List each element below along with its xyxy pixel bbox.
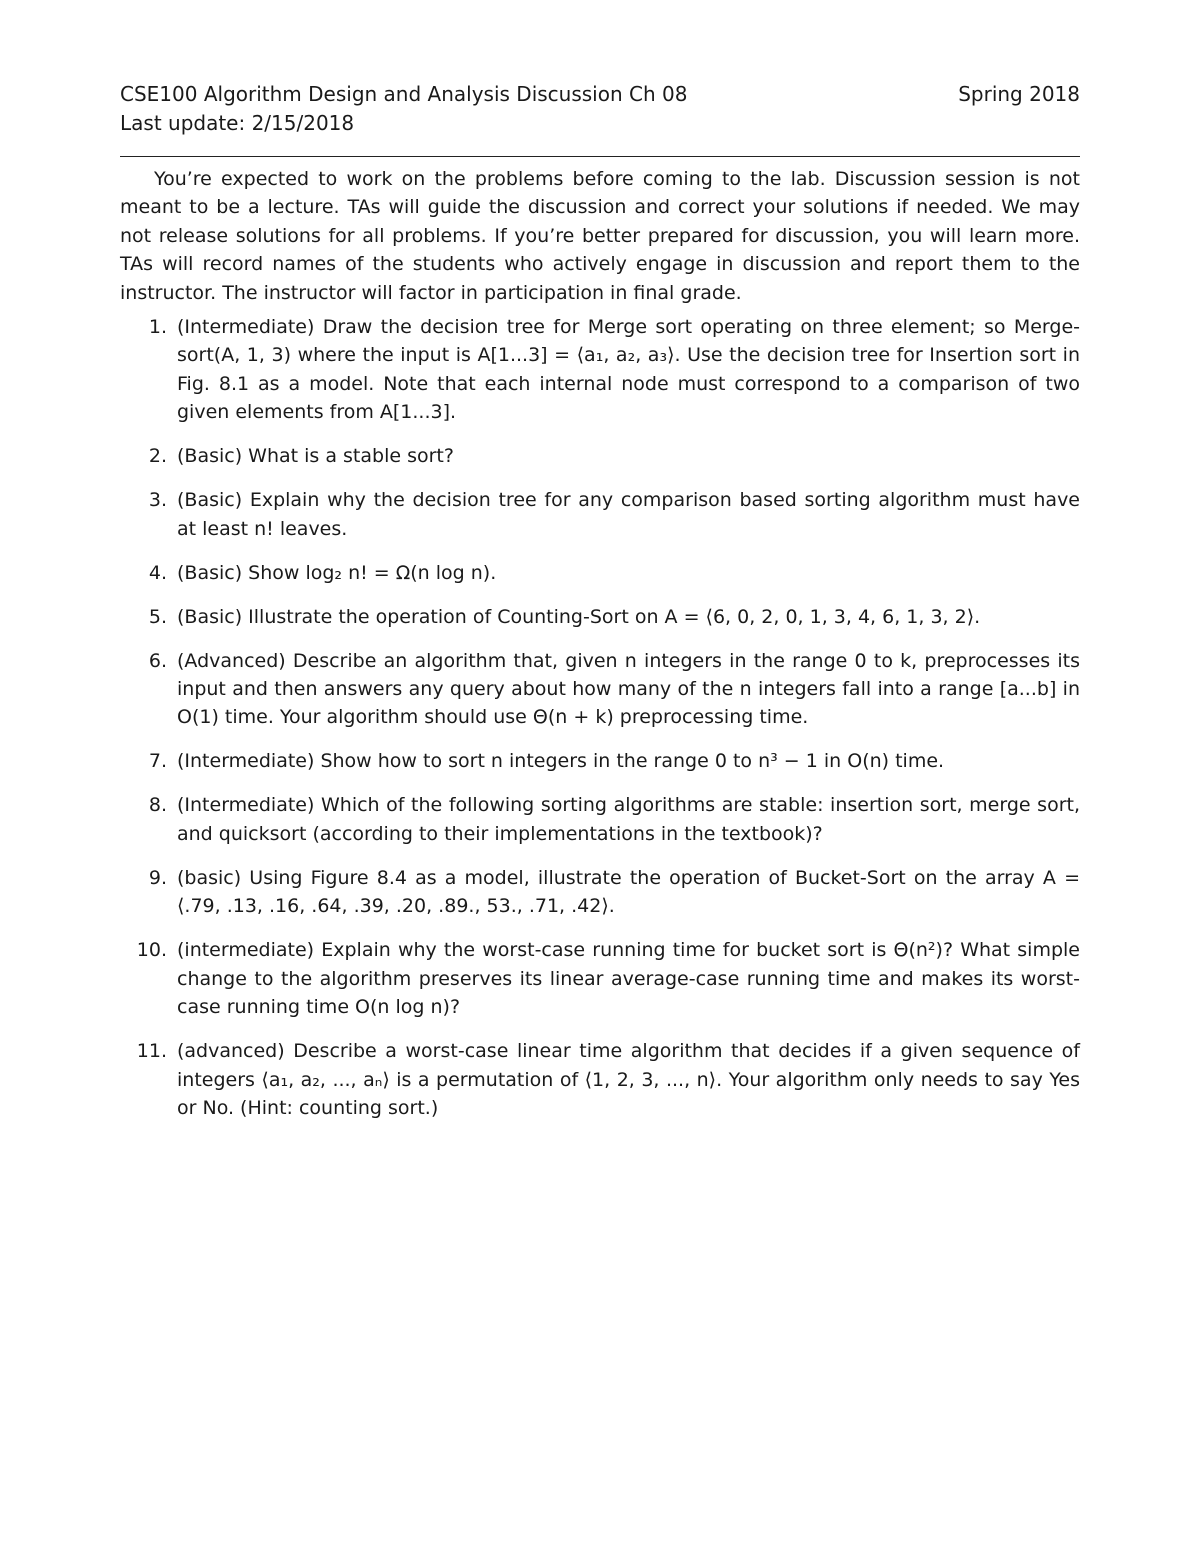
problem-number: 3. — [148, 489, 167, 512]
problem-number: 6. — [148, 649, 167, 672]
problem-item — [120, 936, 1080, 1021]
header-divider — [120, 156, 1080, 157]
problem-text: (Intermediate) Show how to sort n integers in the range 0 to n³ − 1 in O(n) time. — [177, 750, 945, 773]
problem-text: (Basic) Explain why the decision tree for any comparison based sorting algorithm must have at least n! leaves. — [177, 489, 1080, 540]
problem-text: (Basic) What is a stable sort? — [177, 445, 454, 468]
problem-number: 4. — [148, 561, 167, 584]
problem-item — [120, 647, 1080, 732]
problem-item — [120, 603, 1080, 631]
problem-number: 9. — [148, 866, 167, 889]
problem-text: (Intermediate) Draw the decision tree for Merge sort operating on three element; so Merge-sort(A, 1, 3) where the input is A[1...3] = ⟨a₁, a₂, a₃⟩. Use the decision tree for Insertion sort in Fig. 8.1 as a model. Note that each internal node must correspond to a comparison of two given elements from A[1...3]. — [177, 316, 1080, 424]
problem-number: 2. — [148, 445, 167, 468]
problem-item — [120, 1037, 1080, 1122]
term: Spring 2018 — [958, 82, 1080, 106]
problem-item — [120, 313, 1080, 427]
problem-text: (Basic) Show log₂ n! = Ω(n log n). — [177, 561, 497, 584]
problem-item — [120, 864, 1080, 921]
problem-list — [120, 313, 1080, 1122]
last-update: Last update: 2/15/2018 — [120, 111, 355, 135]
problem-text: (Basic) Illustrate the operation of Counting-Sort on A = ⟨6, 0, 2, 0, 1, 3, 4, 6, 1, 3, 2⟩. — [177, 605, 981, 628]
problem-item — [120, 559, 1080, 587]
course-title: CSE100 Algorithm Design and Analysis Discussion Ch 08 — [120, 82, 688, 106]
problem-number: 1. — [148, 316, 167, 339]
problem-text: (intermediate) Explain why the worst-case running time for bucket sort is Θ(n²)? What simple change to the algorithm preserves its linear average-case running time and makes its worst-case running time O(n log n)? — [177, 939, 1080, 1019]
document-page — [120, 80, 1080, 1138]
problem-item — [120, 791, 1080, 848]
problem-number: 7. — [148, 750, 167, 773]
problem-number: 11. — [136, 1040, 167, 1063]
problem-item — [120, 442, 1080, 470]
problem-item — [120, 747, 1080, 775]
problem-number: 10. — [136, 939, 167, 962]
problem-text: (Advanced) Describe an algorithm that, given n integers in the range 0 to k, preprocesses its input and then answers any query about how many of the n integers fall into a range [a...b] in O(1) time. Your algorithm should use Θ(n + k) preprocessing time. — [177, 649, 1080, 729]
problem-text: (basic) Using Figure 8.4 as a model, illustrate the operation of Bucket-Sort on the array A = ⟨.79, .13, .16, .64, .39, .20, .89., 53., .71, .42⟩. — [177, 866, 1080, 918]
problem-text: (advanced) Describe a worst-case linear time algorithm that decides if a given sequence of integers ⟨a₁, a₂, ..., aₙ⟩ is a permutation of ⟨1, 2, 3, ..., n⟩. Your algorithm only needs to say Yes or No. (Hint: counting sort.) — [177, 1040, 1080, 1119]
problem-item — [120, 486, 1080, 543]
problem-text: (Intermediate) Which of the following sorting algorithms are stable: insertion sort, merge sort, and quicksort (according to their implementations in the textbook)? — [177, 794, 1080, 845]
problem-number: 8. — [148, 794, 167, 817]
problem-number: 5. — [148, 605, 167, 628]
header-row — [120, 80, 1080, 109]
intro-paragraph: You’re expected to work on the problems before coming to the lab. Discussion session is not meant to be a lecture. TAs will guide the discussion and correct your solutions if needed. We may not release solutions for all problems. If you’re better prepared for discussion, you will learn more. TAs will record names of the students who actively engage in discussion and report them to the instructor. The instructor will factor in participation in final grade. — [120, 168, 1080, 304]
